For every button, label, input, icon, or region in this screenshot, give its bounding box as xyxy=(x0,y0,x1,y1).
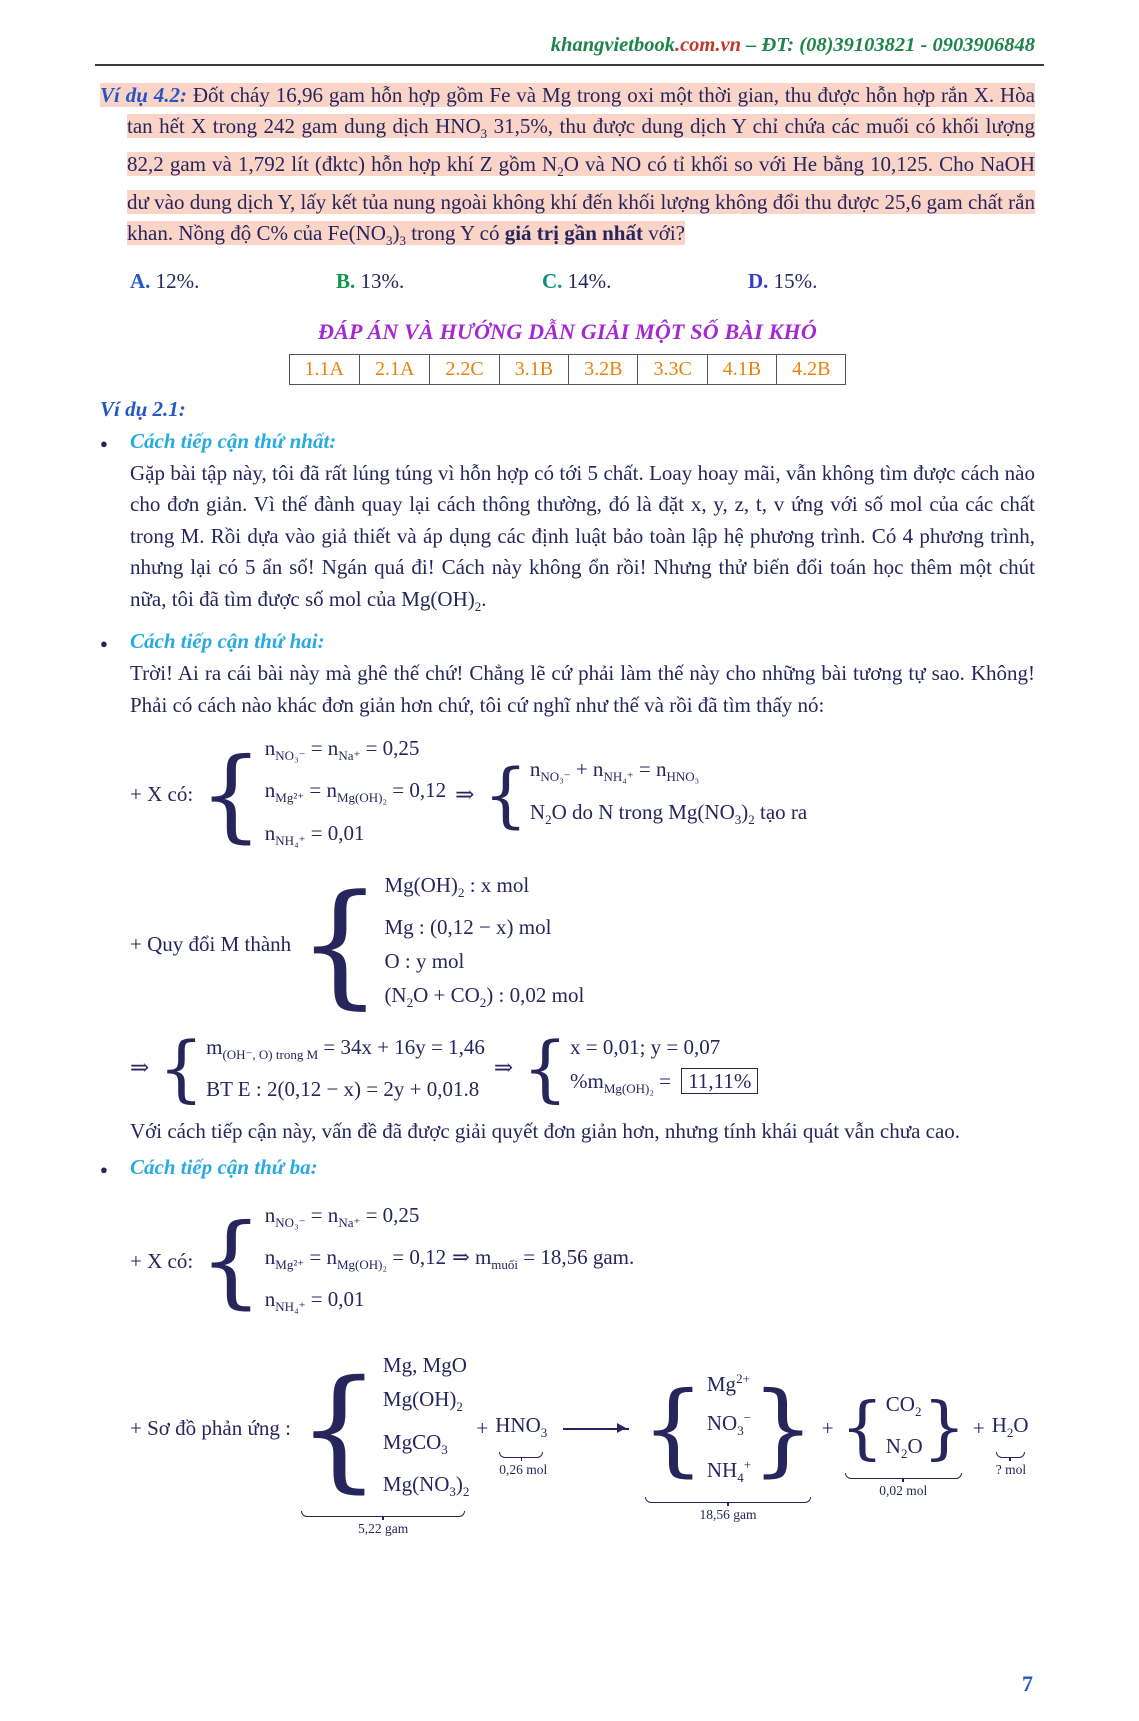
reactants-group xyxy=(296,1348,470,1536)
brace-left-icon: { xyxy=(158,1026,205,1111)
gas-formula: $CO_2$ xyxy=(885,1391,922,1419)
underbrace-icon xyxy=(645,1497,810,1503)
bullet-icon: ● xyxy=(100,1161,108,1177)
math-line: O : y mol xyxy=(384,949,465,973)
brace-right-icon: } xyxy=(922,1388,966,1468)
math-line: BT E : 2(0,12 − x) = 2y + 0,01.8 xyxy=(206,1077,480,1102)
reaction-arrow-icon xyxy=(563,1428,629,1430)
water-group xyxy=(991,1408,1029,1477)
underbrace-icon xyxy=(845,1473,962,1479)
choice-a-letter: A. xyxy=(130,268,151,293)
brace-left-icon: { xyxy=(840,1388,884,1468)
acid-mol-label: 0,26 mol xyxy=(499,1461,548,1477)
math-label: + X có: xyxy=(130,1248,194,1273)
reactant-formula: $Mg(OH)_2$ xyxy=(382,1387,463,1415)
math-block-x-co-2 xyxy=(130,1198,1035,1325)
approach-1-heading-row xyxy=(100,429,1035,454)
implies-arrow-icon: ⇒ xyxy=(493,1055,514,1081)
math-result: ⇒ $m_{muối} = 18,56$ gam. xyxy=(452,1245,635,1273)
reactant-formula: MgCO$_3$ xyxy=(382,1429,448,1457)
highlighted-problem xyxy=(100,83,1036,249)
system-right xyxy=(530,752,807,836)
answer-cell: 4.2B xyxy=(777,354,846,384)
choice-c-value: 14%. xyxy=(567,268,612,293)
page-number: 7 xyxy=(1022,1671,1033,1696)
math-label: + Quy đổi M thành xyxy=(130,931,292,956)
product-ions-mass-label: 18,56 gam xyxy=(699,1507,757,1523)
publisher-domain: .com.vn xyxy=(674,34,741,56)
brace-right-icon: } xyxy=(751,1369,815,1487)
brace-left-icon: { xyxy=(199,1202,263,1320)
example-2-1-label: Ví dụ 2.1: xyxy=(100,396,186,421)
underbrace-icon xyxy=(499,1452,543,1458)
product-ions-underbrace xyxy=(645,1497,810,1523)
choice-d xyxy=(748,266,954,297)
problem-bold-phrase: giá trị gần nhất xyxy=(504,221,643,246)
problem-text: Đốt cháy 16,96 gam hỗn hợp gồm Fe và Mg trong oxi một thời gian, thu được hỗn hợp rắn X. Hòa tan hết X trong 242 gam dung dịch $HNO_3$ 31,5%, thu được dung dịch Y chỉ chứa các muối có khối lượng 82,2 gam và 1,792 lít (đktc) hỗn hợp khí Z gồm $N_2O$ và NO có tỉ khối so với He bằng 10,125. Cho NaOH dư vào dung dịch Y, lấy kết tủa nung ngoài không khí đến khối lượng không đổi thu được 25,6 gam chất rắn khan. Nồng độ C% của $Fe(NO_3)_3$ trong Y có xyxy=(127,83,1036,249)
system-lines xyxy=(265,1198,446,1325)
reactant-formula: $Mg(NO_3)_2$ xyxy=(382,1471,470,1499)
brace-left-icon: { xyxy=(199,735,263,853)
underbrace-icon xyxy=(301,1511,465,1517)
math-line: $(N_2O + CO_2)$ : 0,02 mol xyxy=(384,983,585,1011)
answer-key-table xyxy=(289,354,847,385)
acid-formula: $HNO_3$ xyxy=(495,1412,548,1440)
math-line: x = 0,01; y = 0,07 xyxy=(570,1035,721,1060)
approach-2-conclusion: Với cách tiếp cận này, vấn đề đã được giải quyết đơn giản hơn, nhưng tính khái quát vẫn chưa cao. xyxy=(130,1119,961,1144)
gases-lines xyxy=(886,1387,923,1471)
scheme-label: + Sơ đồ phản ứng : xyxy=(130,1416,291,1441)
reactants-underbrace xyxy=(301,1511,465,1537)
math-line-with-box xyxy=(570,1064,758,1106)
answer-cell: 3.1B xyxy=(499,354,568,384)
choice-a xyxy=(130,266,336,297)
header-divider xyxy=(95,64,1044,66)
publisher-brand: khangvietbook xyxy=(550,34,675,56)
answer-cell: 3.2B xyxy=(569,354,638,384)
math-line: $N_2O$ do N trong $Mg(NO_3)_2$ tạo ra xyxy=(529,799,808,827)
plus-sign: + xyxy=(972,1416,985,1441)
boxed-result: 11,11% xyxy=(681,1068,758,1094)
ion-formula: $NH_4^+$ xyxy=(706,1457,752,1486)
math-block-quy-doi xyxy=(130,868,1035,1020)
gases-mol-label: 0,02 mol xyxy=(879,1482,928,1498)
answer-cell: 2.1A xyxy=(359,354,429,384)
choice-c-letter: C. xyxy=(542,268,563,293)
math-line: $n_{NH_4^+} = 0,01$ xyxy=(264,820,365,848)
problem-tail: với? xyxy=(642,221,685,246)
math-line: Mg : (0,12 − x) mol xyxy=(384,915,552,939)
math-line: $n_{NH_4^+} = 0,01$ xyxy=(264,1287,365,1315)
answer-key-heading: ĐÁP ÁN VÀ HƯỚNG DẪN GIẢI MỘT SỐ BÀI KHÓ xyxy=(318,318,817,344)
choice-d-value: 15%. xyxy=(773,268,818,293)
math-line: $n_{NO_3^-} + n_{NH_4^+} = n_{HNO_3}$ xyxy=(529,757,700,785)
choice-a-value: 12%. xyxy=(155,268,200,293)
math-line: $n_{Mg^{2+}} = n_{Mg(OH)_2} = 0,12$ xyxy=(264,1245,447,1273)
water-underbrace xyxy=(996,1452,1025,1478)
math-label: + X có: xyxy=(130,782,194,807)
approach-1-paragraph: Gặp bài tập này, tôi đã rất lúng túng vì hỗn hợp có tới 5 chất. Loay hoay mãi, vẫn không tìm được cách nào cho đơn giản. Vì thế đành quay lại cách thông thường, đó là đặt x, y, z, t, v ứng với số mol của các chất trong M. Rồi dựa vào giả thiết và áp dụng các định luật bảo toàn lập hệ phương trình. Có 4 phương trình, nhưng lại có 5 ẩn số! Ngán quá đi! Cách này không ổn rồi! Nhưng thử biến đổi toán học thêm một chút nữa, tôi đã tìm được số mol của $Mg(OH)_2$. xyxy=(130,460,1035,614)
choice-b xyxy=(336,266,542,297)
gas-formula: $N_2O$ xyxy=(885,1433,923,1461)
brace-left-icon: { xyxy=(522,1026,568,1111)
acid-group xyxy=(495,1408,548,1477)
choice-d-letter: D. xyxy=(748,268,769,293)
implies-arrow-icon: ⇒ xyxy=(130,1055,150,1081)
gases-underbrace xyxy=(845,1473,962,1499)
approach-2-paragraph: Trời! Ai ra cái bài này mà ghê thế chứ! Chẳng lẽ cứ phải làm thế này cho những bài tương tự sao. Không! Phải có cách nào khác đơn giản hơn chứ, tôi cứ nghĩ như thế và rồi đã tìm thấy nó: xyxy=(130,661,1035,717)
product-ions-group xyxy=(641,1362,815,1523)
choice-c xyxy=(542,266,748,297)
problem-label: Ví dụ 4.2: xyxy=(100,83,187,107)
system-lines xyxy=(384,868,584,1020)
ion-formula: $NO_3^-$ xyxy=(706,1410,752,1439)
math-line: $Mg(OH)_2$ : x mol xyxy=(384,872,530,900)
approach-3-heading: Cách tiếp cận thứ ba: xyxy=(130,1154,318,1179)
ion-formula: $Mg^{2+}$ xyxy=(706,1371,750,1397)
choice-b-value: 13%. xyxy=(360,268,405,293)
reactant-formula: Mg, MgO xyxy=(382,1353,467,1378)
plus-sign: + xyxy=(821,1416,834,1441)
answer-cell: 2.2C xyxy=(430,354,499,384)
answer-cell: 1.1A xyxy=(289,354,359,384)
system-left xyxy=(206,1030,485,1106)
reactants-mass-label: 5,22 gam xyxy=(358,1521,409,1536)
underbrace-icon xyxy=(996,1452,1025,1458)
acid-underbrace xyxy=(499,1452,548,1478)
reaction-scheme xyxy=(130,1348,1035,1536)
math-line: $\%m_{Mg(OH)_2}$ = xyxy=(570,1069,677,1097)
water-mol-label: ? mol xyxy=(995,1461,1027,1477)
bullet-icon: ● xyxy=(100,636,108,652)
problem-4-2 xyxy=(100,80,1035,257)
brace-left-icon: { xyxy=(296,1351,381,1506)
answer-cell: 4.1B xyxy=(707,354,776,384)
approach-3-heading-row xyxy=(100,1155,1035,1180)
approach-2-heading: Cách tiếp cận thứ hai: xyxy=(130,629,325,654)
math-line: $n_{NO_3^-} = n_{Na^+} = 0,25$ xyxy=(264,736,420,764)
math-line: $n_{Mg^{2+}} = n_{Mg(OH)_2} = 0,12$ xyxy=(264,778,447,806)
gases-group xyxy=(840,1387,966,1498)
reactants-lines xyxy=(383,1348,470,1509)
approach-2-heading-row xyxy=(100,629,1035,654)
implies-arrow-icon: ⇒ xyxy=(455,781,475,807)
math-block-solve xyxy=(130,1026,1035,1111)
brace-left-icon: { xyxy=(297,866,383,1022)
brace-left-icon: { xyxy=(483,753,528,836)
water-formula: $H_2O$ xyxy=(991,1412,1029,1440)
plus-sign: + xyxy=(476,1416,489,1441)
math-block-x-co xyxy=(130,731,1035,858)
math-line: $n_{NO_3^-} = n_{Na^+} = 0,25$ xyxy=(264,1202,420,1231)
answer-choices-row xyxy=(130,266,1035,297)
page-header xyxy=(100,34,1035,57)
approach-1-heading: Cách tiếp cận thứ nhất: xyxy=(130,428,337,453)
answer-cell: 3.3C xyxy=(638,354,707,384)
math-line: $m_{(OH^-, O) trong M} = 34x + 16y = 1,46$ xyxy=(206,1035,485,1063)
publisher-contact: – ĐT: (08)39103821 - 0903906848 xyxy=(741,34,1035,56)
bullet-icon: ● xyxy=(100,435,108,451)
system-left xyxy=(265,731,446,858)
choice-b-letter: B. xyxy=(336,268,356,293)
system-right xyxy=(570,1030,758,1106)
product-ions-lines xyxy=(707,1362,751,1495)
answer-key-row xyxy=(289,354,846,384)
brace-left-icon: { xyxy=(641,1369,705,1487)
